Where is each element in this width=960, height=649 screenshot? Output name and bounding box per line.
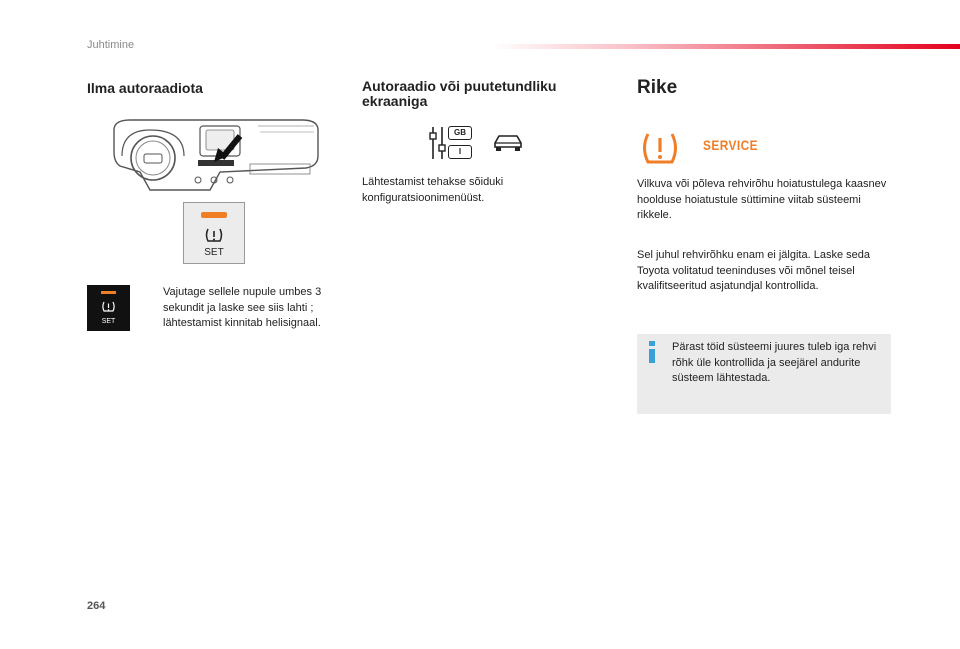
info-badge: I [448, 145, 472, 159]
set-label-small: SET [101, 318, 116, 325]
section-label: Juhtimine [87, 39, 135, 51]
title-fault: Rike [637, 77, 678, 98]
indicator-light-small [101, 291, 116, 294]
with-radio-text: Lähtestamist tehakse sõiduki konfiguratsioonimenüüst. [362, 176, 504, 204]
info-icon [646, 341, 658, 363]
dashboard-illustration [110, 116, 322, 196]
car-icon [492, 132, 524, 154]
tpms-icon [204, 225, 224, 245]
tpms-icon [101, 299, 116, 314]
language-badge: GB [448, 126, 472, 140]
title-with-radio: Autoraadio või puutetundliku ekraaniga [362, 78, 557, 109]
page-number: 264 [87, 600, 106, 612]
header-accent-bar [490, 44, 960, 49]
info-text: Pärast töid süsteemi juures tuleb iga rehvi rõhk üle kontrollida ja seejärel andurite süsteem lähtestada. [672, 341, 877, 384]
title-without-radio: Ilma autoraadiota [87, 80, 203, 96]
instruction-text: Vajutage sellele nupule umbes 3 sekundit ja laske see siis lahti ; lähtestamist kinnitab helisignaal. [163, 286, 322, 329]
set-label: SET [204, 247, 224, 258]
tpms-warning-icon [640, 128, 680, 168]
fault-text-1: Vilkuva või põleva rehvirõhu hoiatustulega kaasnev hoolduse hoiatustule süttimine viitab süsteemi rikkele. [637, 178, 887, 221]
indicator-light [201, 212, 227, 218]
service-warning-label: SERVICE [703, 137, 759, 153]
fault-text-2: Sel juhul rehvirõhku enam ei jälgita. Laske seda Toyota volitatud teeninduses või mõnel teisel kvalifitseeritud asjatundjal kontrollida. [637, 249, 870, 292]
set-button-illustration [183, 202, 245, 264]
set-button-small [87, 285, 130, 331]
